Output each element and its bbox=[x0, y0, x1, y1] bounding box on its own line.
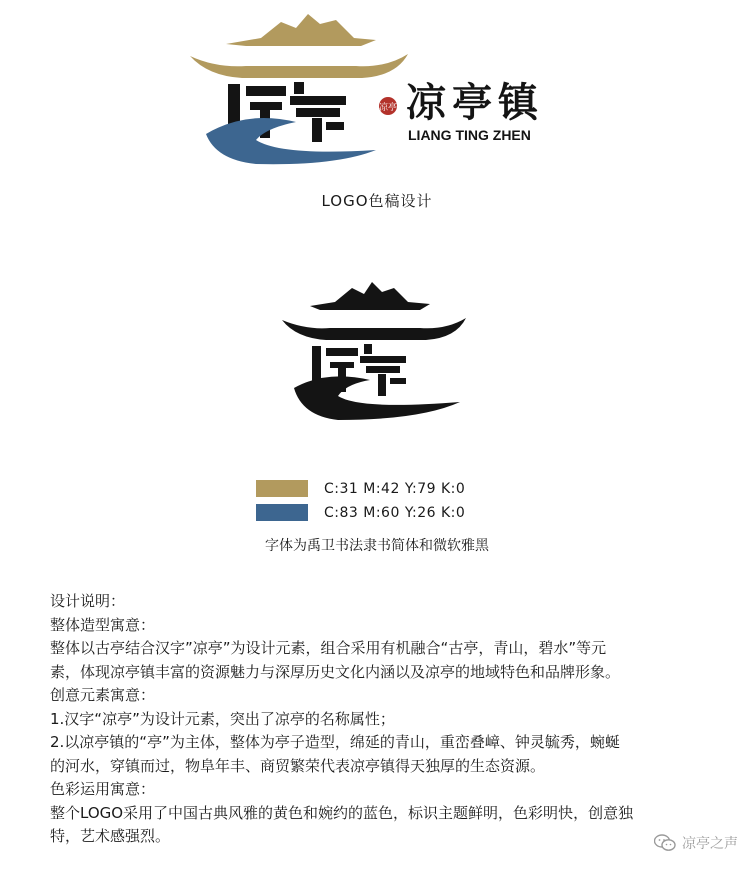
description-line: 创意元素寓意： bbox=[50, 686, 156, 704]
swatch-gold-cmyk: C:31 M:42 Y:79 K:0 bbox=[324, 481, 466, 497]
swatch-blue-cmyk: C:83 M:60 Y:26 K:0 bbox=[324, 505, 466, 521]
wechat-icon bbox=[654, 834, 676, 852]
description-line: 整体造型寓意： bbox=[50, 615, 156, 634]
description-line: 的河水，穿镇而过，物阜年丰、商贸繁荣代表凉亭镇得天独厚的生态资源。 bbox=[50, 756, 546, 775]
mono-logo bbox=[280, 280, 475, 425]
mono-river-swoosh bbox=[294, 376, 460, 420]
description-line: 1.汉字“凉亭”为设计元素，突出了凉亭的名称属性； bbox=[50, 709, 395, 728]
logo-caption: LOGO色稿设计 bbox=[321, 192, 433, 210]
description-line: 素，体现凉亭镇丰富的资源魅力与深厚历史文化内涵以及凉亭的地域特色和品牌形象。 bbox=[50, 662, 621, 681]
mono-pavilion-roof bbox=[282, 318, 466, 340]
mountain-peaks bbox=[226, 14, 376, 46]
description-line: 整体以古亭结合汉字”凉亭”为设计元素，组合采用有机融合“古亭，青山，碧水”等元 bbox=[50, 639, 607, 657]
color-logo bbox=[186, 10, 566, 170]
description-line: 色彩运用寓意： bbox=[50, 780, 156, 798]
watermark bbox=[654, 833, 738, 853]
river-swoosh bbox=[206, 118, 376, 164]
pavilion-roof bbox=[190, 54, 408, 78]
brand-chinese-name: 凉亭镇 bbox=[406, 79, 544, 126]
mono-mountain-peaks bbox=[310, 282, 430, 310]
swatch-gold bbox=[256, 480, 308, 497]
description-line: 特，艺术感强烈。 bbox=[50, 827, 171, 845]
design-description bbox=[50, 590, 740, 849]
description-heading: 设计说明： bbox=[50, 592, 126, 610]
swatch-blue bbox=[256, 504, 308, 521]
description-line: 2.以凉亭镇的“亭”为主体，整体为亭子造型，绵延的青山，重峦叠嶂、钟灵毓秀，蜿蜒 bbox=[50, 733, 620, 751]
watermark-text: 凉亭之声 bbox=[682, 836, 738, 852]
seal-text: 凉亭 bbox=[378, 103, 398, 113]
font-note: 字体为禹卫书法隶书简体和微软雅黑 bbox=[265, 538, 489, 554]
brand-pinyin: LIANG TING ZHEN bbox=[408, 127, 531, 143]
description-line: 整个LOGO采用了中国古典风雅的黄色和婉约的蓝色，标识主题鲜明，色彩明快，创意独 bbox=[50, 803, 634, 822]
